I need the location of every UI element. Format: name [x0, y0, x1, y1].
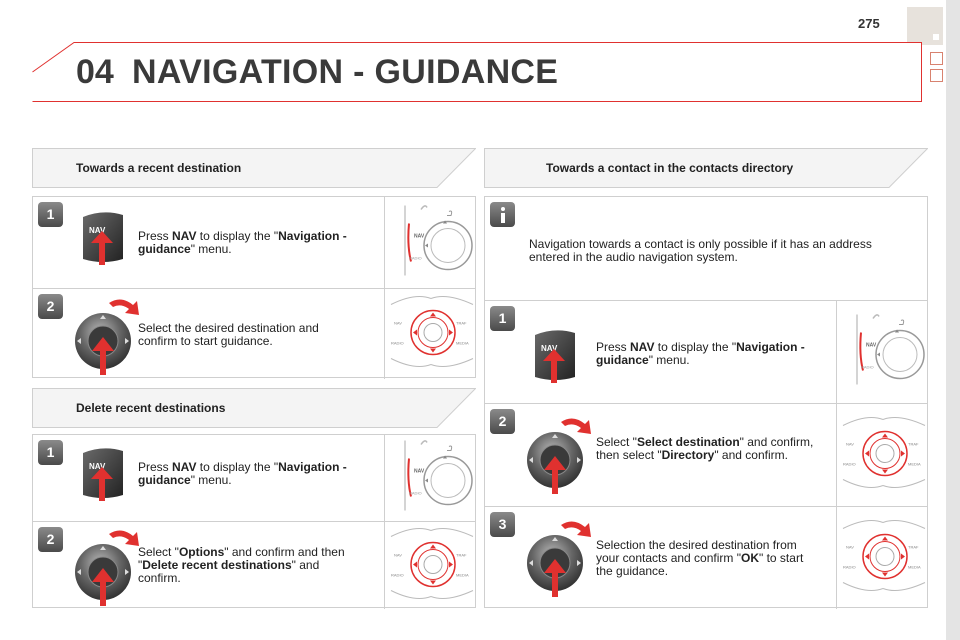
nav-panel-illustration [384, 197, 477, 288]
section-header-recent [32, 148, 476, 188]
svg-text:NAV: NAV [89, 462, 106, 471]
steps-panel-contact [484, 196, 928, 608]
svg-text:NAV: NAV [414, 233, 425, 239]
step-row [33, 521, 475, 609]
svg-text:NAV: NAV [846, 441, 854, 447]
step-text: Press NAV to display the "Navigation - guidance" menu. [138, 460, 347, 487]
svg-text:MEDIA: MEDIA [456, 572, 469, 577]
step-number-badge: 1 [38, 440, 63, 465]
steps-panel-delete [32, 434, 476, 608]
step-text: Selection the desired destination from your contacts and confirm "OK" to start the guidance. [596, 538, 804, 578]
svg-text:NAV: NAV [846, 544, 854, 550]
steps-panel-recent [32, 196, 476, 378]
dial-illustration [836, 507, 929, 609]
chapter-tab [907, 7, 943, 45]
svg-text:TRAF: TRAF [456, 552, 467, 557]
step-row [33, 288, 475, 379]
section-title: Towards a contact in the contacts directory [546, 161, 794, 175]
svg-text:NAV: NAV [541, 344, 558, 353]
dial-illustration [836, 404, 929, 506]
nav-button-icon [79, 445, 127, 512]
nav-button-icon [79, 209, 127, 276]
section-header-delete [32, 388, 476, 428]
rotary-knob-icon [73, 297, 143, 384]
page-title: NAVIGATION - GUIDANCE [132, 53, 559, 91]
step-number-badge: 3 [490, 512, 515, 537]
chapter-number: 04 [76, 53, 114, 91]
step-row [485, 300, 927, 403]
svg-text:RADIO: RADIO [843, 564, 856, 570]
step-number-badge: 1 [38, 202, 63, 227]
svg-text:NAV: NAV [394, 552, 402, 557]
step-number-badge: 2 [490, 409, 515, 434]
info-text: Navigation towards a contact is only possible if it has an address entered in the audio navigation system. [529, 237, 872, 264]
svg-text:NAV: NAV [394, 320, 402, 326]
svg-text:RADIO: RADIO [391, 572, 404, 577]
info-icon [490, 202, 515, 227]
step-row [485, 506, 927, 609]
nav-panel-illustration [384, 435, 477, 521]
svg-text:NAV: NAV [89, 226, 106, 235]
nav-button-icon [531, 327, 579, 394]
svg-text:RADIO: RADIO [409, 490, 422, 496]
svg-text:TRAF: TRAF [456, 320, 467, 326]
section-title: Towards a recent destination [76, 161, 242, 175]
svg-text:MEDIA: MEDIA [908, 564, 921, 570]
step-text: Select "Options" and confirm and then "Delete recent destinations" and confirm. [138, 545, 345, 585]
rotary-knob-icon [525, 519, 595, 606]
svg-text:RADIO: RADIO [861, 364, 874, 370]
dial-illustration [384, 522, 477, 609]
rotary-knob-icon [525, 416, 595, 503]
svg-text:RADIO: RADIO [391, 340, 404, 346]
svg-text:NAV: NAV [866, 342, 877, 349]
info-row [485, 197, 927, 300]
page-edge-bar [946, 0, 960, 640]
rotary-knob-icon [73, 528, 143, 615]
svg-text:TRAF: TRAF [908, 544, 919, 550]
step-row [33, 435, 475, 521]
section-title: Delete recent destinations [76, 401, 226, 415]
section-header-contact [484, 148, 928, 188]
step-text: Press NAV to display the "Navigation - guidance" menu. [138, 229, 347, 256]
checkbox-icon [930, 52, 943, 65]
svg-text:RADIO: RADIO [409, 255, 422, 260]
svg-text:TRAF: TRAF [908, 441, 919, 447]
page-number: 275 [858, 16, 880, 31]
dial-illustration [384, 289, 477, 379]
step-row [485, 403, 927, 506]
step-row [33, 197, 475, 288]
checkbox-icon [930, 69, 943, 82]
step-number-badge: 2 [38, 527, 63, 552]
nav-panel-illustration [836, 301, 929, 403]
step-text: Press NAV to display the "Navigation - guidance" menu. [596, 340, 805, 367]
svg-text:NAV: NAV [414, 468, 425, 475]
svg-text:MEDIA: MEDIA [456, 340, 469, 346]
step-text: Select "Select destination" and confirm, then select "Directory" and confirm. [596, 435, 814, 462]
step-number-badge: 1 [490, 306, 515, 331]
svg-text:RADIO: RADIO [843, 461, 856, 467]
page-header [32, 42, 922, 102]
svg-text:MEDIA: MEDIA [908, 461, 921, 467]
step-text: Select the desired destination and confirm to start guidance. [138, 321, 319, 348]
step-number-badge: 2 [38, 294, 63, 319]
